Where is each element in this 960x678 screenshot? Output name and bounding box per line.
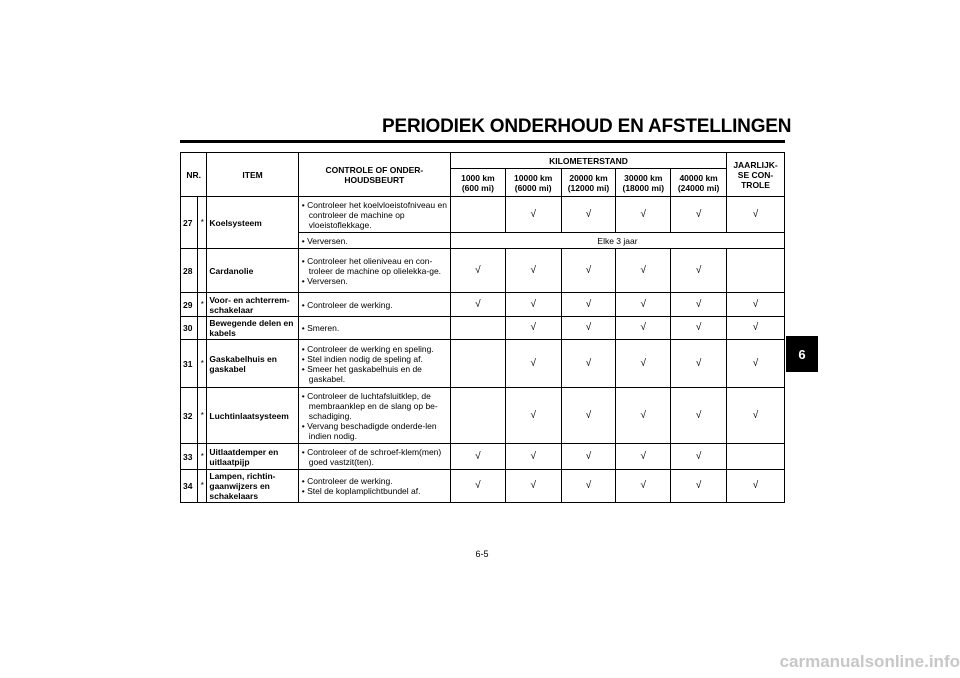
row-number: 30: [181, 317, 198, 340]
row-control: [298, 197, 450, 233]
row-control: [298, 470, 450, 503]
check-cell: √: [616, 470, 671, 503]
check-cell: [450, 197, 505, 233]
control-step: • Vervang beschadigde onderde-len indien nodig.: [301, 420, 437, 441]
check-cell: √: [450, 249, 505, 293]
specialist-mark: [198, 249, 207, 293]
header-interval: [505, 169, 561, 197]
interval-mi: (12000 mi): [567, 182, 610, 193]
check-cell: √: [505, 249, 561, 293]
interval-mi: (6000 mi): [514, 182, 552, 193]
table-body: [181, 197, 785, 503]
row-item: Voor- en achterrem-schakelaar: [207, 293, 298, 317]
interval-km: 40000 km: [679, 172, 718, 183]
control-step: • Controleer de werking.: [301, 476, 393, 486]
interval-mi: (600 mi): [461, 182, 494, 193]
page-title: PERIODIEK ONDERHOUD EN AFSTELLINGEN: [382, 116, 792, 137]
check-cell: √: [727, 317, 785, 340]
interval-km: 1000 km: [461, 172, 495, 183]
control-step: • Stel de koplamplichtbundel af.: [301, 486, 421, 496]
check-cell: √: [727, 340, 785, 388]
row-number: 32: [181, 388, 198, 444]
header-interval: [671, 169, 727, 197]
check-cell: [450, 340, 505, 388]
table-row: [181, 197, 785, 233]
interval-km: 10000 km: [514, 172, 553, 183]
control-step: • Smeren.: [301, 323, 340, 333]
control-step: • Controleer het olieniveau en con-troleer de machine op olielekka-ge.: [301, 255, 442, 276]
check-cell: √: [561, 470, 616, 503]
interval-mi: (18000 mi): [622, 182, 665, 193]
header-yearly-check: JAARLIJK-SE CON-TROLE: [727, 153, 785, 197]
check-cell: √: [616, 197, 671, 233]
header-kilometerstand: KILOMETERSTAND: [450, 153, 726, 169]
check-cell: √: [561, 317, 616, 340]
row-number: 31: [181, 340, 198, 388]
interval-km: 30000 km: [624, 172, 663, 183]
chapter-tab: 6: [786, 336, 818, 372]
row-control: [298, 233, 450, 249]
row-control: [298, 388, 450, 444]
table-row: [181, 388, 785, 444]
check-cell: √: [505, 197, 561, 233]
specialist-mark: *: [198, 388, 207, 444]
check-cell: √: [561, 197, 616, 233]
specialist-mark: *: [198, 470, 207, 503]
check-cell: √: [561, 293, 616, 317]
row-item: Gaskabelhuis en gaskabel: [207, 340, 298, 388]
check-cell: √: [450, 470, 505, 503]
check-cell: √: [561, 340, 616, 388]
header-item: ITEM: [207, 153, 298, 197]
table-row: [181, 470, 785, 503]
check-cell: [450, 317, 505, 340]
row-item: Lampen, richtin-gaanwijzers en schakelaars: [207, 470, 298, 503]
check-cell: [727, 249, 785, 293]
row-item: Uitlaatdemper en uitlaatpijp: [207, 444, 298, 470]
row-item: Luchtinlaatsysteem: [207, 388, 298, 444]
header-interval: [450, 169, 505, 197]
check-cell: √: [505, 388, 561, 444]
row-control: [298, 444, 450, 470]
check-cell: √: [671, 197, 727, 233]
specialist-mark: *: [198, 293, 207, 317]
control-step: • Controleer de werking.: [301, 299, 393, 310]
check-cell: √: [616, 249, 671, 293]
maintenance-table: [180, 152, 785, 503]
specialist-mark: *: [198, 444, 207, 470]
check-cell: √: [671, 293, 727, 317]
table-row: [181, 317, 785, 340]
table-row: [181, 249, 785, 293]
row-item: Cardanolie: [207, 249, 298, 293]
control-step: • Controleer of de schroef-klem(men) goed vastzit(ten).: [301, 446, 442, 467]
control-step: • Smeer het gaskabelhuis en de gaskabel.: [301, 363, 422, 384]
table-row: [181, 444, 785, 470]
header-interval: [616, 169, 671, 197]
check-cell: √: [561, 444, 616, 470]
check-cell: √: [561, 249, 616, 293]
control-step: • Controleer de luchtafsluitklep, de membraanklep en de slang op be-schadiging.: [301, 390, 438, 421]
check-cell: √: [505, 470, 561, 503]
specialist-mark: *: [198, 340, 207, 388]
check-cell: √: [727, 470, 785, 503]
check-cell: √: [671, 470, 727, 503]
specialist-mark: *: [198, 197, 207, 249]
control-step: • Controleer de werking en speling.: [301, 343, 434, 354]
check-cell: √: [671, 317, 727, 340]
control-step: • Controleer het koelvloeistofniveau en controleer de machine op vloeistoflekkage.: [301, 199, 447, 230]
check-cell: √: [616, 293, 671, 317]
specialist-mark: [198, 317, 207, 340]
page-number: 6-5: [475, 549, 489, 559]
check-cell: √: [616, 444, 671, 470]
check-cell: √: [671, 249, 727, 293]
row-number: 34: [181, 470, 198, 503]
check-cell: √: [671, 444, 727, 470]
table-row: [181, 340, 785, 388]
check-cell: √: [505, 340, 561, 388]
watermark: carmanualsonline.info: [779, 652, 960, 671]
header-nr: NR.: [181, 153, 207, 197]
check-cell: √: [727, 388, 785, 444]
interval-mi: (24000 mi): [677, 182, 720, 193]
row-control: [298, 340, 450, 388]
row-item: Koelsysteem: [207, 197, 298, 249]
check-cell: √: [561, 388, 616, 444]
check-cell: √: [505, 293, 561, 317]
header-interval: [561, 169, 616, 197]
row-control: [298, 293, 450, 317]
row-number: 33: [181, 444, 198, 470]
check-cell: √: [671, 340, 727, 388]
control-step: • Stel indien nodig de speling af.: [301, 353, 423, 364]
interval-note: Elke 3 jaar: [450, 233, 784, 249]
row-number: 29: [181, 293, 198, 317]
interval-km: 20000 km: [569, 172, 608, 183]
table-row: [181, 293, 785, 317]
row-number: 28: [181, 249, 198, 293]
row-control: [298, 317, 450, 340]
row-number: 27: [181, 197, 198, 249]
title-rule: [180, 140, 785, 143]
header-control: CONTROLE OF ONDER-HOUDSBEURT: [298, 153, 450, 197]
check-cell: [727, 444, 785, 470]
check-cell: √: [671, 388, 727, 444]
row-control: [298, 249, 450, 293]
check-cell: √: [450, 444, 505, 470]
check-cell: √: [505, 444, 561, 470]
check-cell: [450, 388, 505, 444]
check-cell: √: [616, 388, 671, 444]
check-cell: √: [727, 197, 785, 233]
control-step: • Verversen.: [301, 275, 348, 286]
check-cell: √: [616, 340, 671, 388]
check-cell: √: [505, 317, 561, 340]
check-cell: √: [616, 317, 671, 340]
check-cell: √: [450, 293, 505, 317]
control-step: • Verversen.: [301, 235, 348, 246]
row-item: Bewegende delen en kabels: [207, 317, 298, 340]
check-cell: √: [727, 293, 785, 317]
